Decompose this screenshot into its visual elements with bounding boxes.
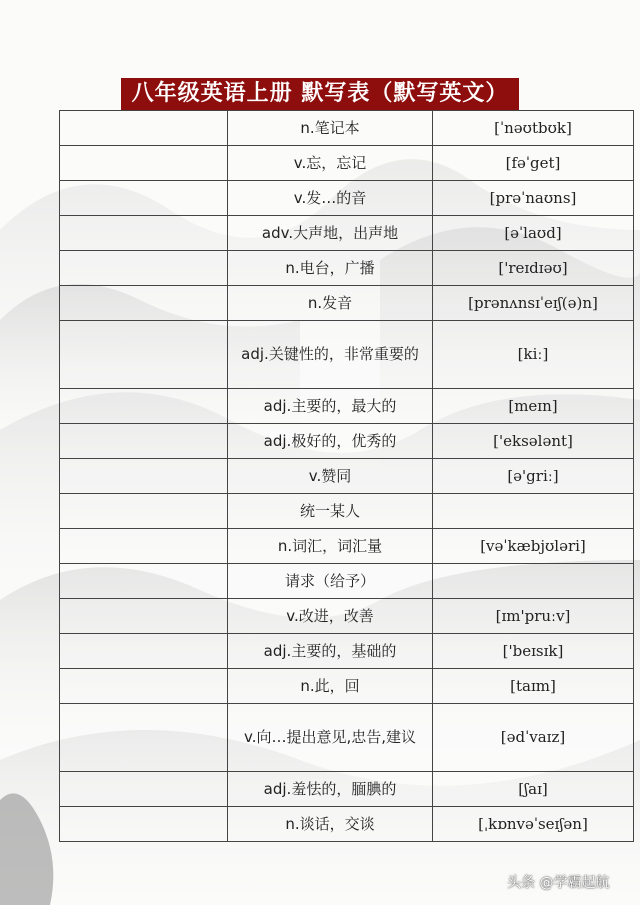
phonetic-cell: [ʃaɪ]: [433, 772, 634, 807]
meaning-cell: adj.羞怯的，腼腆的: [228, 772, 433, 807]
word-cell[interactable]: [60, 704, 228, 772]
table-row: [60, 181, 634, 216]
table-row: [60, 599, 634, 634]
meaning-cell: v.改进，改善: [228, 599, 433, 634]
phonetic-cell: ['eksələnt]: [433, 424, 634, 459]
table-row: [60, 669, 634, 704]
word-cell[interactable]: [60, 599, 228, 634]
meaning-cell: n.词汇，词汇量: [228, 529, 433, 564]
table-row: [60, 634, 634, 669]
meaning-cell: n.谈话，交谈: [228, 807, 433, 842]
phonetic-cell: [fəˈget]: [433, 146, 634, 181]
phonetic-cell: [433, 494, 634, 529]
table-row: [60, 772, 634, 807]
phonetic-cell: [prənʌnsɪˈeɪʃ(ə)n]: [433, 286, 634, 321]
phonetic-cell: ['reɪdɪəʊ]: [433, 251, 634, 286]
table-row: [60, 286, 634, 321]
table-row: [60, 146, 634, 181]
meaning-cell: adj.主要的，基础的: [228, 634, 433, 669]
meaning-cell: v.向…提出意见,忠告,建议: [228, 704, 433, 772]
word-cell[interactable]: [60, 669, 228, 704]
meaning-cell: 请求（给予）: [228, 564, 433, 599]
meaning-cell: 统一某人: [228, 494, 433, 529]
meaning-cell: v.忘，忘记: [228, 146, 433, 181]
table-row: [60, 251, 634, 286]
word-cell[interactable]: [60, 181, 228, 216]
table-row: [60, 807, 634, 842]
phonetic-cell: [ə'griː]: [433, 459, 634, 494]
table-row: [60, 111, 634, 146]
word-cell[interactable]: [60, 772, 228, 807]
meaning-cell: n.电台，广播: [228, 251, 433, 286]
word-cell[interactable]: [60, 807, 228, 842]
watermark: 头条 @学霸起航: [507, 875, 610, 891]
meaning-cell: v.赞同: [228, 459, 433, 494]
word-cell[interactable]: [60, 529, 228, 564]
table-row: [60, 704, 634, 772]
word-cell[interactable]: [60, 216, 228, 251]
phonetic-cell: [vəˈkæbjʊləri]: [433, 529, 634, 564]
table-row: [60, 564, 634, 599]
word-cell[interactable]: [60, 321, 228, 389]
vocabulary-table: [59, 110, 634, 842]
table-row: [60, 424, 634, 459]
word-cell[interactable]: [60, 564, 228, 599]
meaning-cell: n.笔记本: [228, 111, 433, 146]
word-cell[interactable]: [60, 494, 228, 529]
meaning-cell: adj.主要的，最大的: [228, 389, 433, 424]
table-row: [60, 459, 634, 494]
phonetic-cell: [əˈlaʊd]: [433, 216, 634, 251]
word-cell[interactable]: [60, 111, 228, 146]
phonetic-cell: [433, 564, 634, 599]
word-cell[interactable]: [60, 459, 228, 494]
meaning-cell: n.发音: [228, 286, 433, 321]
phonetic-cell: [ˌkɒnvəˈseɪʃən]: [433, 807, 634, 842]
word-cell[interactable]: [60, 146, 228, 181]
word-cell[interactable]: [60, 286, 228, 321]
phonetic-cell: ['beɪsɪk]: [433, 634, 634, 669]
phonetic-cell: [prəˈnaʊns]: [433, 181, 634, 216]
word-cell[interactable]: [60, 389, 228, 424]
word-cell[interactable]: [60, 634, 228, 669]
page-title: 八年级英语上册 默写表（默写英文）: [121, 78, 519, 110]
phonetic-cell: [meɪn]: [433, 389, 634, 424]
word-cell[interactable]: [60, 424, 228, 459]
meaning-cell: n.此，回: [228, 669, 433, 704]
meaning-cell: adj.关键性的，非常重要的: [228, 321, 433, 389]
phonetic-cell: [ɪm'pruːv]: [433, 599, 634, 634]
phonetic-cell: [ədˈvaɪz]: [433, 704, 634, 772]
table-row: [60, 216, 634, 251]
phonetic-cell: [taɪm]: [433, 669, 634, 704]
table-row: [60, 389, 634, 424]
phonetic-cell: [ˈnəʊtbʊk]: [433, 111, 634, 146]
meaning-cell: adj.极好的，优秀的: [228, 424, 433, 459]
meaning-cell: v.发…的音: [228, 181, 433, 216]
meaning-cell: adv.大声地，出声地: [228, 216, 433, 251]
table-row: [60, 494, 634, 529]
phonetic-cell: [kiː]: [433, 321, 634, 389]
table-row: [60, 321, 634, 389]
table-row: [60, 529, 634, 564]
word-cell[interactable]: [60, 251, 228, 286]
